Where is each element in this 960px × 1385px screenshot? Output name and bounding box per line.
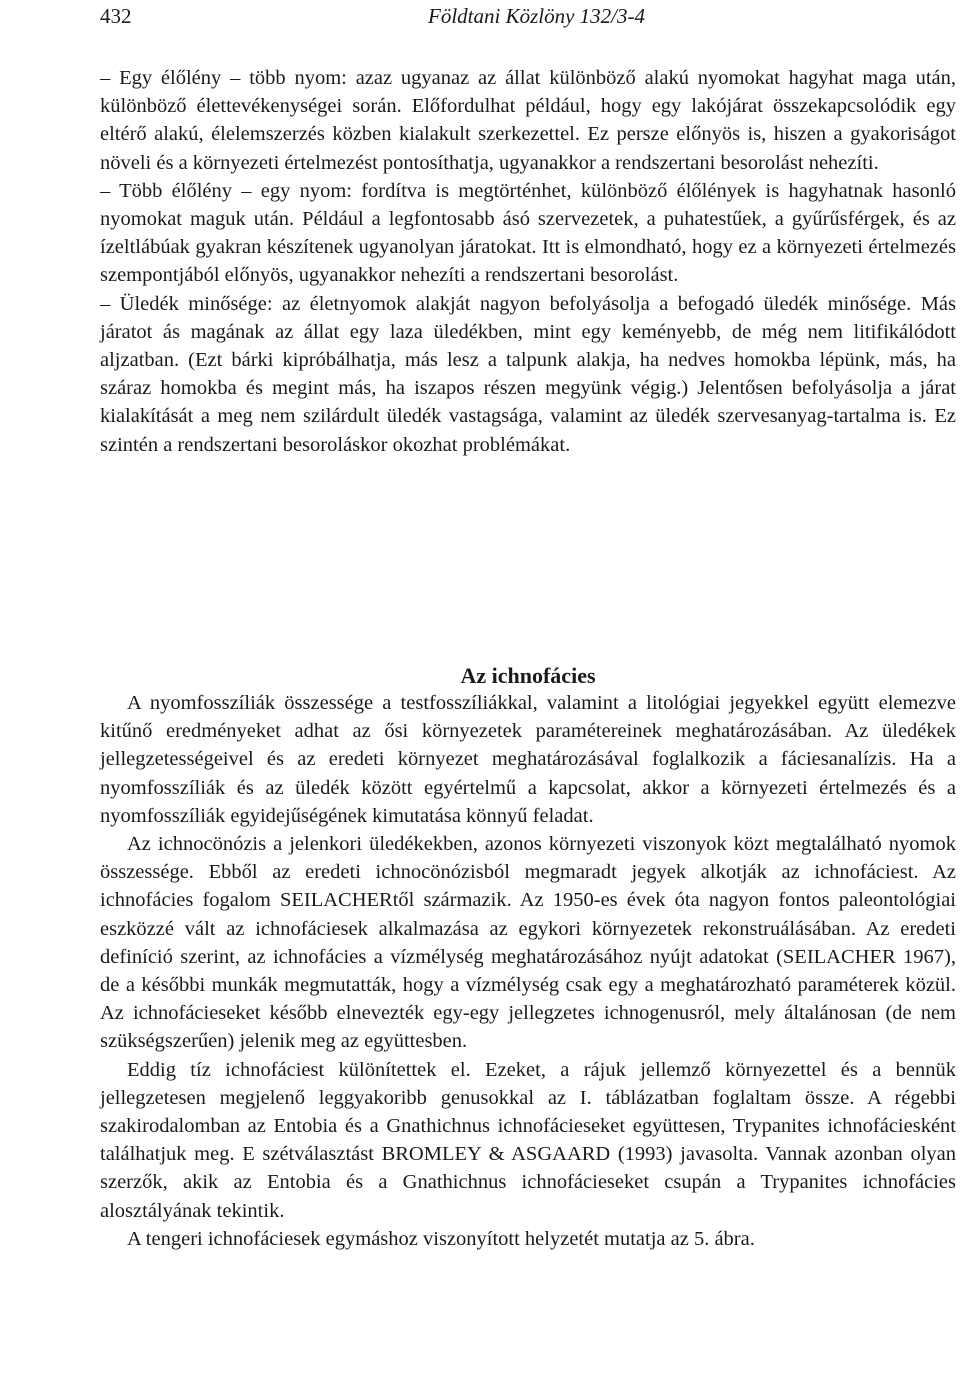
section-paragraph: A tengeri ichnofáciesek egymáshoz viszonyított helyzetét mutatja az 5. ábra. [127,1227,755,1250]
paragraph-one-organism-many-traces: – Egy élőlény – több nyom: azaz ugyanaz az állat különböző alakú nyomokat hagyhat maga után, különböző élettevékenységei során. Előfordulhat például, hogy egy lakójárat összekapcsolódik egy eltérő alakú, élelemszerzés közben kialakult szerkezettel. Ez persze előnyös is, hiszen a gyakoriságot növeli és a környezeti értelmezést pontosíthatja, ugyanakkor a rendszertani besorolást nehezíti. [100,67,956,174]
section-heading: Az ichnofácies [460,663,596,689]
paragraph-many-organisms-one-trace: – Több élőlény – egy nyom: fordítva is megtörténhet, különböző élőlények is hagyhatnak hasonló nyomokat maguk után. Például a legfontosabb ásó szervezetek, a puhatestűek, a gyűrűsférgek, és az ízeltlábúak gyakran készítenek ugyanolyan járatokat. Itt is elmondható, hogy ez a környezeti értelmezés szempontjából előnyös, ugyanakkor nehezíti a rendszertani besorolást. [100,179,956,287]
section-paragraph: Eddig tíz ichnofáciest különítettek el. Ezeket, a rájuk jellemző környezettel és a bennük jellegzetesen megjelenő leggyakoribb genusokkal az I. táblázatban foglaltam össze. A régebbi szakirodalomban az Entobia és a Gnathichnus ichnofácieseket együttesen, Trypanites ichnofáciesként találhatjuk meg. E szétválasztást BROMLEY & ASGAARD (1993) javasolta. Vannak azonban olyan szerzők, akik az Entobia és a Gnathichnus ichnofácieseket csupán a Trypanites ichnofácies alosztályának tekintik. [100,1058,956,1222]
intro-text-block [100,64,956,459]
section-paragraph: A nyomfosszíliák összessége a testfosszíliákkal, valamint a litológiai jegyekkel együtt elemezve kitűnő eredményeket adhat az ősi környezetek paramétereinek meghatározásában. Az üledékek jellegzetességeivel és az eredeti környezet meghatározásával foglalkozik a fáciesanalízis. Ha a nyomfosszíliák és az üledék között egyértelmű a kapcsolat, akkor a környezeti értelmezés és a nyomfosszíliák egyidejűségének kimutatása könnyű feladat. [100,692,956,827]
journal-title: Földtani Közlöny 132/3-4 [428,4,645,28]
section-paragraph: Az ichnocönózis a jelenkori üledékekben, azonos környezeti viszonyok közt megtalálható nyomok összessége. Ebből az eredeti ichnocönózisból megmaradt jegyek alkotják az ichnofáciest. Az ichnofácies fogalom SEILACHERtől származik. Az 1950-es évek óta nagyon fontos paleontológiai eszközzé vált az ichnofáciesek alkalmazása az egykori környezetek rekonstruálásában. Az eredeti definíció szerint, az ichnofácies a vízmélység meghatározásához nyújt adatokat (SEILACHER 1967), de a későbbi munkák megmutatták, hogy a vízmélység csak egy a meghatározható paraméterek közül. Az ichnofácieseket később elnevezték egy-egy jellegzetes ichnogenusról, mely általánosan (de nem szükségszerűen) jelenik meg az együttesben. [100,833,956,1053]
running-head [100,4,956,28]
section-body [100,689,956,1253]
page-number: 432 [100,4,132,28]
paragraph-sediment-quality: – Üledék minősége: az életnyomok alakját nagyon befolyásolja a befogadó üledék minősége. Más járatot ás magának az állat egy laza üledékben, mint egy keményebb, de még nem litifikálódott aljzatban. (Ezt bárki kipróbálhatja, más lesz a talpunk alakja, ha nedves homokba lépünk, más, ha száraz homokba és megint más, ha iszapos részen megyünk végig.) Jelentősen befolyásolja a járat kialakítását a meg nem szilárdult üledék vastagsága, valamint az üledék szervesanyag-tartalma is. Ez szintén a rendszertani besoroláskor okozhat problémákat. [100,292,956,456]
